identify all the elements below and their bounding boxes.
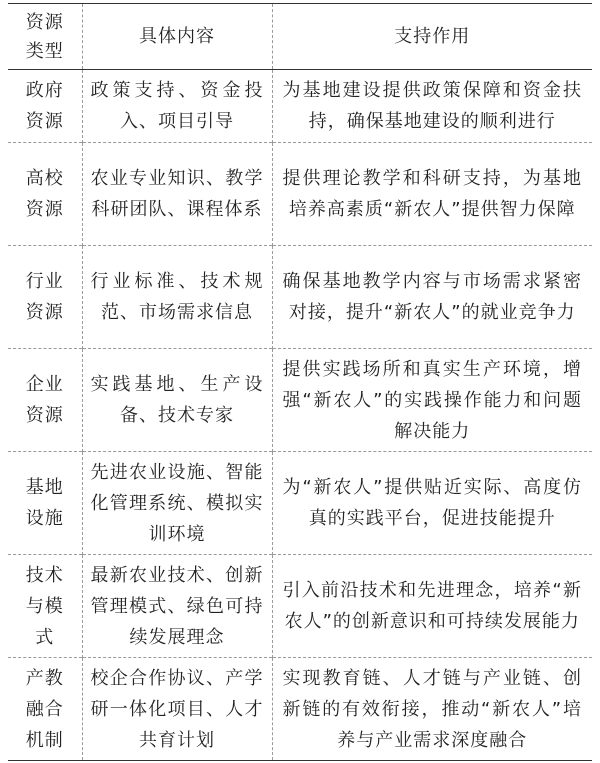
cell-role: 为基地建设提供政策保障和资金扶持，确保基地建设的顺利进行 — [272, 70, 592, 143]
table-row — [8, 658, 592, 761]
table-row — [8, 70, 592, 143]
resource-type-label: 技术与模式 — [25, 564, 64, 648]
resource-type-label: 企业资源 — [25, 374, 64, 426]
cell-resource-type — [8, 349, 82, 452]
cell-role: 引入前沿技术和先进理念，培养“新农人”的创新意识和可持续发展能力 — [272, 555, 592, 658]
cell-content: 最新农业技术、创新管理模式、绿色可持续发展理念 — [82, 555, 272, 658]
table-header-row — [8, 4, 592, 70]
cell-content: 先进农业设施、智能化管理系统、模拟实训环境 — [82, 452, 272, 555]
header-resource-type — [8, 4, 82, 70]
cell-content: 行业标准、技术规范、市场需求信息 — [82, 246, 272, 349]
header-role: 支持作用 — [272, 4, 592, 70]
header-resource-type-label: 资源类型 — [25, 11, 64, 62]
cell-content: 政策支持、资金投入、项目引导 — [82, 70, 272, 143]
cell-resource-type — [8, 658, 82, 761]
cell-resource-type — [8, 246, 82, 349]
cell-role: 为“新农人”提供贴近实际、高度仿真的实践平台，促进技能提升 — [272, 452, 592, 555]
cell-resource-type — [8, 452, 82, 555]
resource-support-table — [8, 3, 592, 761]
resource-type-label: 政府资源 — [25, 80, 64, 132]
table-row — [8, 555, 592, 658]
table-row — [8, 452, 592, 555]
cell-content: 农业专业知识、教学科研团队、课程体系 — [82, 143, 272, 246]
cell-role: 提供实践场所和真实生产环境，增强“新农人”的实践操作能力和问题解决能力 — [272, 349, 592, 452]
table-row — [8, 246, 592, 349]
table-row — [8, 349, 592, 452]
resource-type-label: 行业资源 — [25, 271, 64, 323]
cell-role: 实现教育链、人才链与产业链、创新链的有效衔接，推动“新农人”培养与产业需求深度融合 — [272, 658, 592, 761]
cell-content: 校企合作协议、产学研一体化项目、人才共育计划 — [82, 658, 272, 761]
resource-table-container — [8, 3, 592, 761]
table-row — [8, 143, 592, 246]
cell-content: 实践基地、生产设备、技术专家 — [82, 349, 272, 452]
header-content: 具体内容 — [82, 4, 272, 70]
resource-type-label: 高校资源 — [25, 168, 64, 220]
cell-role: 确保基地教学内容与市场需求紧密对接，提升“新农人”的就业竞争力 — [272, 246, 592, 349]
resource-type-label: 产教融合机制 — [25, 667, 64, 751]
cell-resource-type — [8, 70, 82, 143]
cell-resource-type — [8, 143, 82, 246]
cell-role: 提供理论教学和科研支持，为基地培养高素质“新农人”提供智力保障 — [272, 143, 592, 246]
cell-resource-type — [8, 555, 82, 658]
resource-type-label: 基地设施 — [25, 477, 64, 529]
